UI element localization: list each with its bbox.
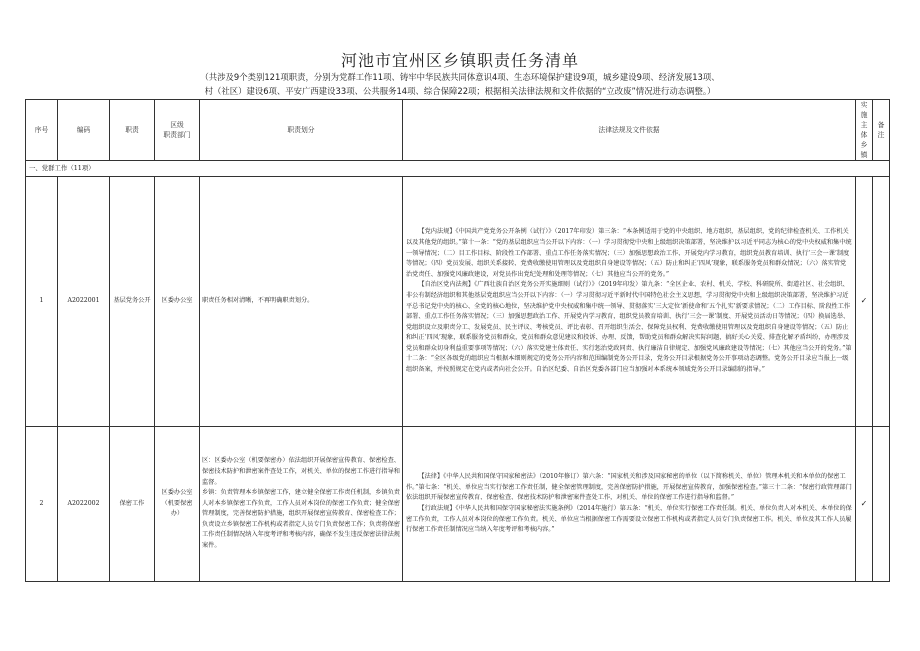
- row-duty: 基层党务公开: [110, 177, 155, 427]
- row-code: A2022002: [58, 427, 110, 582]
- row-division: 职责任务相对清晰，不再明确职责划分。: [200, 177, 403, 427]
- row-law-basis: [403, 177, 856, 427]
- row-law-basis: [403, 427, 856, 582]
- row-code: A2022001: [58, 177, 110, 427]
- duty-table: [25, 99, 890, 582]
- col-header-law: 法律法规及文件依据: [403, 100, 856, 161]
- col-header-impl: [856, 100, 873, 161]
- col-header-dept-line2: 职责部门: [163, 131, 191, 139]
- col-header-duty: 职责: [110, 100, 155, 161]
- row-remark: [873, 177, 890, 427]
- row-dept: 区委办公室: [155, 177, 200, 427]
- law-paragraph: 【自治区党内法规】《广西壮族自治区党务公开实施细则（试行）》（2019年印发）第九条：“全区企业、农村、机关、学校、科研院所、街道社区、社会组织、非公有制经济组织和其他基层党组织应当公开以下内容：（一）学习贯彻习近平新时代中国特色社会主义思想，学习贯彻党中央和上级组织决策部署，坚决维护习近平总书记党中央的核心、全党的核心地位，坚决维护党中央权威和集中统一领导、贯彻落实‘三大定位’新使命和‘五个扎实’新要求情况；（二）工作目标、阶段性工作部署、重点工作任务落实情况；（三）加强思想政治工作、开展党内学习教育，组织党员教育培训、执行‘三会一课’制度、开展党员活动日等情况；（四）换届选举、党组织设立及职责分工、发展党员、民主评议、考核党员、评比表彰、召开组织生活会、保障党员权利、党费收缴使用管理以及党组织自身建设等情况；（五）防止和纠正‘四风’现象，联系服务党员和群众，党员和群众意见建议和投诉、办理、反馈，帮助党员和群众解决实际问题，搞好关心关爱、排查化解矛盾纠纷，办理涉及党员和群众切身利益重要事项等情况；（六）落实党建主体责任、实行惩治党政同责、执行廉洁自律规定、加强党风廉政建设等情况；（七）其他应当公开的党务。”第十二条：“全区各级党的组织应当根据本细则规定的党务公开内容和范围编制党务公开目录，党务公开目录根据党务公开事项动态调整。党务公开目录应当报上一级组织备案，并按照规定在党内或者向社会公开。自治区纪委、自治区党委各部门应当加强对本系统本领域党务公开目录编制的指导。”: [406, 281, 852, 374]
- section-label: 一、党群工作（11项）: [26, 161, 890, 177]
- section-row: [26, 161, 890, 177]
- col-header-remark-line1: 备: [877, 121, 885, 129]
- law-paragraph: 【行政法规】《中华人民共和国保守国家秘密法实施条例》（2014年施行）第五条：“机关、单位实行保密工作责任制。机关、单位负责人对本机关、本单位的保密工作负责，工作人员对本岗位的保密工作负责。机关、单位应当根据保密工作需要设立保密工作机构或者指定人员专门负责保密工作。机关、单位及其工作人员履行保密工作责任制情况应当纳入年度考评和考核内容。”: [406, 505, 852, 534]
- row-division: [200, 427, 403, 582]
- row-dept: 区委办公室（机要保密办）: [155, 427, 200, 582]
- table-row: [26, 427, 890, 582]
- table-header-row: [26, 100, 890, 161]
- law-paragraph: 【党内法规】《中国共产党党务公开条例（试行）》（2017年印发）第三条：“本条例适用于党的中央组织、地方组织，基层组织，党的纪律检查机关、工作机关以及其他党的组织。”第十一条：“党的基层组织应当公开以下内容：（一）学习贯彻党中央和上级组织决策部署，坚决维护以习近平同志为核心的党中央权威和集中统一领导情况；（二）目工作目标、阶段性工作部署、重点工作任务落实情况；（三）加强思想政治工作、开展党内学习教育，组织党员教育培训、执行‘三会一课’制度等情况；（四）党员发展、组织关系接转、党费收缴使用管理以及党组织自身建设等情况；（五）防止和纠正‘四风’现象，联系服务党员和群众情况；（六）落实管党治党责任、加强党风廉政建设，对党员作出党纪处理和处理等情况；（七）其他应当公开的党务。”: [406, 228, 852, 278]
- col-header-dept: [155, 100, 200, 161]
- col-header-impl-line1: 实施主: [860, 101, 868, 129]
- col-header-code: 编码: [58, 100, 110, 161]
- page-subtitle: [150, 70, 770, 98]
- subtitle-line-1: （共涉及9个类别121项职责，分别为党群工作11项、铸牢中华民族共同体意识4项、生态环境保护建设9项，城乡建设9项、经济发展13项、: [200, 72, 720, 82]
- row-seq: 2: [26, 427, 58, 582]
- table-row: [26, 177, 890, 427]
- col-header-remark: [873, 100, 890, 161]
- row-remark: [873, 427, 890, 582]
- division-paragraph: 区：区委办公室（机要保密办）依法组织开展保密宣传教育、保密检查、保密技术防护和泄密案件查处工作，对机关、单位的保密工作进行指导和监督。: [202, 457, 400, 486]
- row-duty: 保密工作: [110, 427, 155, 582]
- law-paragraph: 【法律】《中华人民共和国保守国家秘密法》（2010年修订）第六条：“国家机关和涉及国家秘密的单位（以下简称机关、单位）管理本机关和本单位的保密工作。”第七条：“机关、单位应当实行保密工作责任制，健全保密管理制度，完善保密防护措施，开展保密宣传教育，加强保密检查。”第三十二条：“保密行政管理部门依法组织开展保密宣传教育、保密检查、保密技术防护和泄密案件查处工作，对机关、单位的保密工作进行指导和监督。”: [406, 473, 852, 502]
- check-mark-icon: ✓: [856, 427, 873, 582]
- check-mark-icon: ✓: [856, 177, 873, 427]
- division-paragraph: 乡镇：负责管理本乡镇保密工作，建立健全保密工作责任机制，乡镇负责人对本乡镇保密工作负责，工作人员对本岗位的保密工作负责；健全保密管理制度，完善保密防护措施，组织开展保密宣传教育、保密检查工作；负责设立乡镇保密工作机构或者指定人员专门负责保密工作；负责将保密工作责任制情况纳入年度考评和考核内容，确保不发生违反保密法律法规案件。: [202, 489, 400, 550]
- col-header-dept-line1: 区级: [170, 121, 184, 129]
- row-seq: 1: [26, 177, 58, 427]
- page-title: 河池市宜州区乡镇职责任务清单: [340, 51, 579, 70]
- col-header-remark-line2: 注: [877, 131, 885, 139]
- subtitle-line-2: 村（社区）建设6项、平安广西建设33项、公共服务14项、综合保障22项；根据相关法律法规和文件依据的“立改废”情况进行动态调整。）: [204, 86, 716, 96]
- col-header-impl-line2: 体乡镇: [860, 131, 868, 159]
- col-header-seq: 序号: [26, 100, 58, 161]
- col-header-division: 职责划分: [200, 100, 403, 161]
